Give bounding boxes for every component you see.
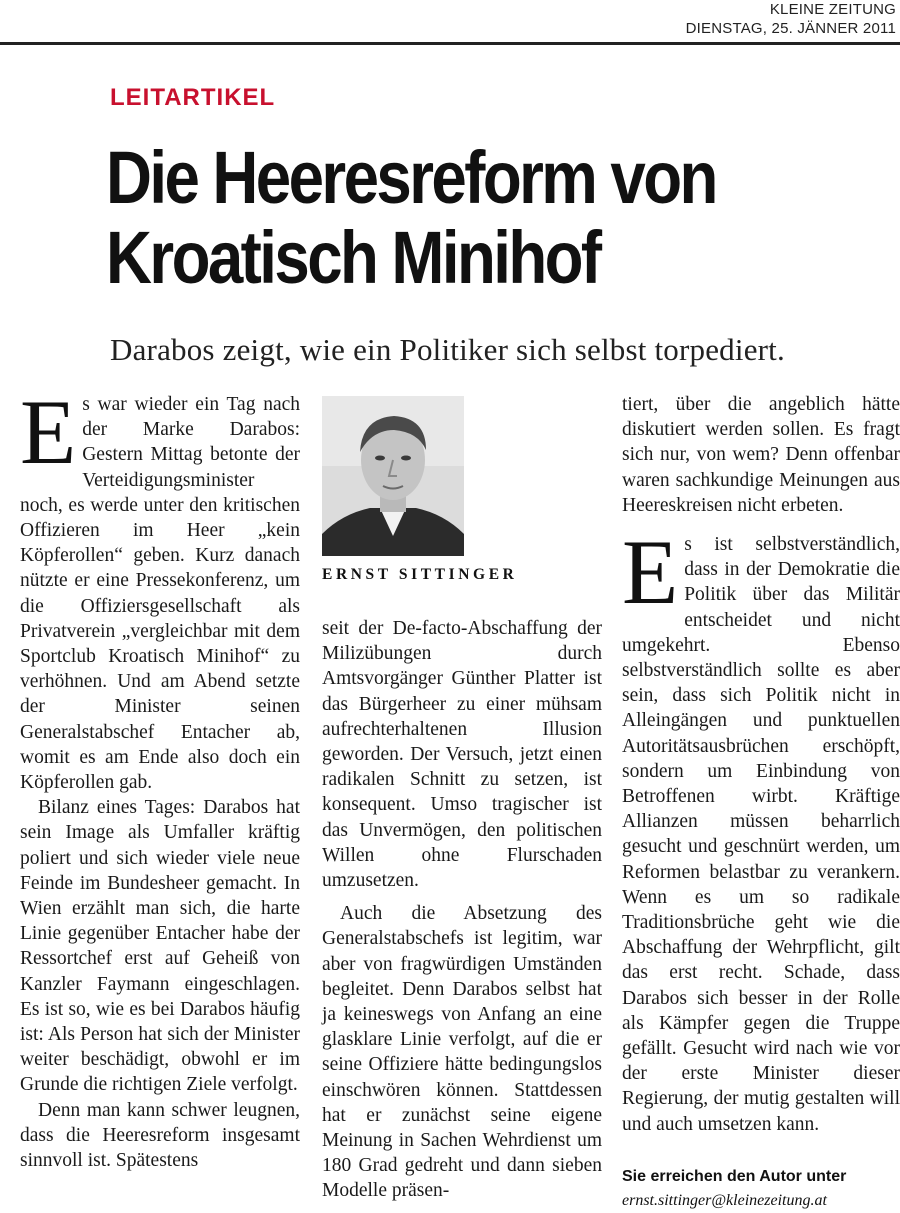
paragraph-text: s war wieder ein Tag nach der Marke Darabos: Gestern Mittag betonte der Verteidigungsminister noch, es werde unter den kritischen Offizieren im Heer „kein Köpferollen“ geben. Kurz danach nützte er eine Pressekonferenz, um die Offiziersgesellschaft als Privatverein „vergleichbar mit dem Sportclub Kroatisch Minihof“ zu verhöhnen. Und am Abend setzte der Minister seinen Generalstabschef Entacher ab, womit es am Ende also doch ein Köpferollen gab.	[20, 394, 300, 794]
paragraph-text: s ist selbstverständlich, dass in der Demokratie die Politik über das Militär entscheidet und nicht umgekehrt. Ebenso selbstverständlich sollte es aber sein, dass sich Politik nicht in Alleingängen und punktuellen Autoritätsausbrüchen erschöpft, sondern um Einbindung von Betroffenen wirbt. Kräftige Allianzen müssen beharrlich gesucht und geschnürt werden, um Reformen belastbar zu verankern. Wenn es um so radikale Traditionsbrüche geht wie die Abschaffung der Wehrpflicht, gilt das erst recht. Schade, dass Darabos sich besser in der Rolle als Kämpfer gegen die Truppe gefällt. Gesucht wird nach wie vor der erste Minister dieser Regierung, der mutig gestalten will und auch umsetzen kann.	[622, 534, 900, 1135]
contact-label: Sie erreichen den Autor unter	[622, 1168, 847, 1185]
paragraph: Auch die Absetzung des Generalstabschefs ist legitim, war aber von fragwürdigen Umständen begleitet. Denn Darabos selbst hat ja keineswegs von Anfang an eine glasklare Linie verfolgt, auf die er seine Offiziere hätte bedingungslos einschwören können. Stattdessen hat er zunächst seine eigene Meinung in Sachen Wehrdienst um 180 Grad gedreht und dann sieben Modelle präsen-	[322, 903, 602, 1202]
headline-line-2: Kroatisch Minihof	[106, 216, 600, 299]
author-byline: ERNST SITTINGER	[322, 566, 518, 583]
author-photo	[322, 396, 464, 556]
paragraph: tiert, über die angeblich hätte diskutiert werden sollen. Es fragt sich nur, von wem? Denn offenbar waren sachkundige Meinungen aus Heereskreisen nicht erbeten.	[622, 394, 900, 516]
newspaper-name: KLEINE ZEITUNG	[769, 1, 896, 18]
drop-cap: E	[20, 381, 77, 483]
masthead	[496, 0, 896, 38]
paragraph	[20, 381, 300, 795]
article-column-1	[20, 381, 300, 1173]
subheadline: Darabos zeigt, wie ein Politiker sich selbst torpediert.	[110, 332, 785, 367]
article-column-2	[322, 616, 602, 1204]
author-portrait-image	[322, 396, 464, 556]
headline	[106, 138, 760, 298]
paragraph: Denn man kann schwer leugnen, dass die Heeresreform insgesamt sinnvoll ist. Spätestens	[20, 1099, 300, 1172]
author-contact	[622, 1168, 900, 1210]
paragraph: Bilanz eines Tages: Darabos hat sein Image als Umfaller kräftig poliert und sich wieder viele neue Feinde im Bundesheer gemacht. In Wien erzählt man sich, die harte Linie gegenüber Entacher habe der Ressortchef erst auf Geheiß von Kanzler Faymann eingeschlagen. Es ist so, wie es bei Darabos häufig ist: Als Person hat sich der Minister weiter beschädigt, obwohl er im Grunde die richtigen Ziele verfolgt.	[20, 797, 300, 1096]
paragraph: seit der De-facto-Abschaffung der Milizübungen durch Amtsvorgänger Günther Platter ist das Bürgerheer zu einer mühsam aufrechterhaltenen Illusion geworden. Der Versuch, jetzt einen radikalen Schnitt zu setzen, ist konsequent. Umso tragischer ist das Unvermögen, den politischen Willen ohne Flurschaden umzusetzen.	[322, 618, 602, 892]
issue-date: DIENSTAG, 25. JÄNNER 2011	[685, 20, 896, 37]
headline-line-1: Die Heeresreform von	[106, 136, 716, 219]
section-kicker: LEITARTIKEL	[110, 84, 276, 111]
header-rule	[0, 42, 900, 45]
paragraph	[622, 521, 900, 1137]
contact-email-link[interactable]: ernst.sittinger@kleinezeitung.at	[622, 1192, 827, 1209]
drop-cap: E	[622, 521, 679, 624]
article-column-3	[622, 392, 900, 1137]
